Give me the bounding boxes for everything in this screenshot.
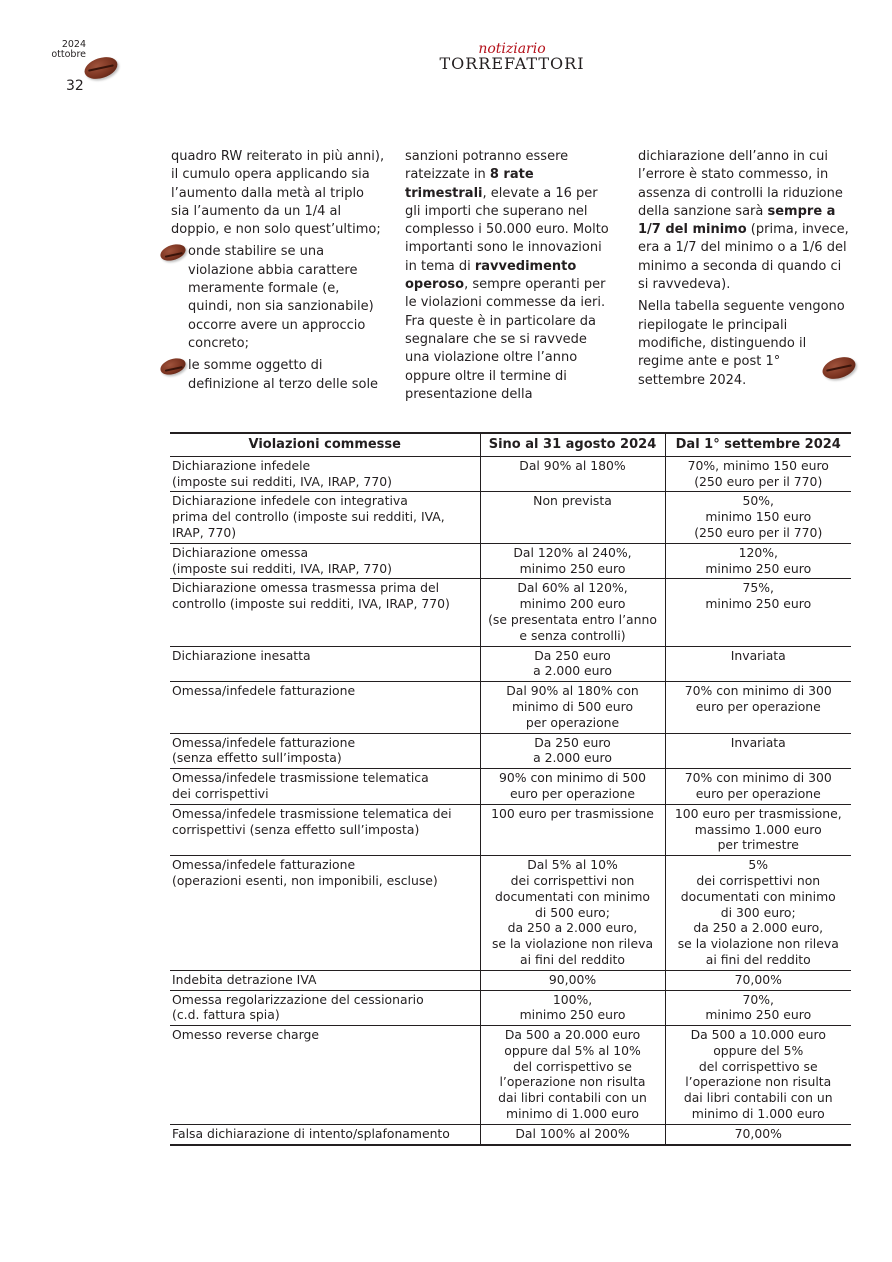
cell-line: minimo 250 euro: [519, 1007, 626, 1023]
cell-line: Da 250 euro: [534, 734, 611, 750]
cell-line: Da 250 euro: [534, 647, 611, 663]
cell-line: controllo (imposte sui redditi, IVA, IRAP, 770): [172, 596, 450, 612]
masthead-title: TORREFATTORI: [439, 54, 585, 73]
coffee-bean-icon: [82, 53, 121, 83]
paragraph: [638, 148, 850, 294]
violations-table: [170, 432, 851, 1146]
cell-line: oppure del 5%: [713, 1042, 804, 1058]
after-cell: [665, 856, 851, 971]
before-cell: [480, 733, 665, 769]
cell-line: minimo 250 euro: [705, 560, 812, 576]
paragraph: Nella tabella seguente vengono riepilogate le principali modifiche, distinguendo il regime ante e post 1° settembre 2024.: [638, 299, 845, 388]
cell-line: Dal 90% al 180% con: [506, 683, 639, 699]
cell-line: Falsa dichiarazione di intento/splafonamento: [172, 1125, 450, 1141]
cell-line: Dal 100% al 200%: [515, 1125, 630, 1141]
issue-date: [50, 40, 86, 60]
cell-line: minimo 250 euro: [705, 1007, 812, 1023]
table-row: [170, 543, 851, 579]
text-column-2: [405, 148, 615, 408]
cell-line: l’operazione non risulta: [499, 1074, 646, 1090]
after-cell: [665, 769, 851, 805]
violation-cell: [170, 733, 480, 769]
cell-line: e senza controlli): [519, 627, 626, 643]
cell-line: prima del controllo (imposte sui redditi, IVA,: [172, 509, 445, 525]
cell-line: Dal 90% al 180%: [519, 457, 626, 473]
violation-cell: [170, 682, 480, 733]
cell-line: Dichiarazione infedele: [172, 457, 311, 473]
table-body: [170, 456, 851, 1144]
cell-line: (250 euro per il 770): [694, 524, 823, 540]
cell-line: 90,00%: [548, 971, 597, 987]
table-row: [170, 682, 851, 733]
text-run: , sempre operanti per le violazioni commesse da ieri. Fra queste è in particolare da segnalare che se si ravvede una violazione oltre l’anno oppure oltre il termine di presentazione della: [405, 277, 606, 402]
table-row: [170, 804, 851, 855]
cell-line: Invariata: [730, 734, 786, 750]
before-cell: [480, 579, 665, 646]
paragraph: [405, 148, 615, 404]
before-cell: [480, 543, 665, 579]
text-run: , elevate a 16 per gli importi che superano nel complesso i 50.000 euro. Molto importanti sono le innovazioni in tema di: [405, 185, 609, 274]
cell-line: 5%: [748, 857, 769, 873]
text-run: sanzioni potranno essere rateizzate in: [405, 149, 569, 183]
table-row: [170, 646, 851, 682]
after-cell: [665, 733, 851, 769]
cell-line: dei corrispettivi non: [696, 872, 821, 888]
bullet-text: le somme oggetto di definizione al terzo delle sole: [188, 358, 379, 392]
before-cell: [480, 682, 665, 733]
cell-line: Dichiarazione inesatta: [172, 647, 311, 663]
cell-line: Omesso reverse charge: [172, 1027, 320, 1043]
violation-cell: [170, 769, 480, 805]
before-cell: [480, 856, 665, 971]
cell-line: Dal 120% al 240%,: [513, 544, 632, 560]
after-cell: [665, 543, 851, 579]
cell-line: ai fini del reddito: [705, 951, 811, 967]
cell-line: Omessa/infedele fatturazione: [172, 734, 356, 750]
cell-line: del corrispettivo se: [513, 1058, 632, 1074]
column-header: Dal 1° settembre 2024: [665, 433, 851, 456]
cell-line: dei corrispettivi non: [510, 872, 635, 888]
after-cell: [665, 646, 851, 682]
after-cell: [665, 1124, 851, 1144]
cell-line: a 2.000 euro: [533, 750, 612, 766]
table-header-row: [170, 433, 851, 456]
masthead-top: notiziario: [478, 41, 546, 57]
cell-line: da 250 a 2.000 euro,: [693, 920, 824, 936]
before-cell: [480, 804, 665, 855]
cell-line: 75%,: [742, 580, 774, 596]
cell-line: Dichiarazione omessa: [172, 544, 309, 560]
cell-line: da 250 a 2.000 euro,: [507, 920, 638, 936]
cell-line: (c.d. fattura spia): [172, 1007, 280, 1023]
violation-cell: [170, 543, 480, 579]
text-run: dichiarazione dell’anno in cui l’errore è stato commesso, in assenza di controlli la riduzione della sanzione sarà: [638, 149, 843, 219]
cell-line: dai libri contabili con un: [683, 1090, 833, 1106]
table-row: [170, 856, 851, 971]
cell-line: Dichiarazione infedele con integrativa: [172, 493, 408, 509]
bullet-item: [171, 357, 386, 394]
cell-line: a 2.000 euro: [533, 663, 612, 679]
cell-line: Dal 5% al 10%: [527, 857, 618, 873]
after-cell: [665, 492, 851, 543]
cell-line: euro per operazione: [695, 698, 821, 714]
cell-line: di 300 euro;: [720, 904, 796, 920]
table-row: [170, 769, 851, 805]
table-row: [170, 456, 851, 492]
cell-line: 100 euro per trasmissione,: [674, 805, 842, 821]
after-cell: [665, 804, 851, 855]
cell-line: Omessa/infedele trasmissione telematica dei: [172, 805, 452, 821]
violation-cell: [170, 990, 480, 1026]
table-row: [170, 1026, 851, 1125]
after-cell: [665, 579, 851, 646]
cell-line: 70%,: [742, 991, 774, 1007]
cell-line: 100 euro per trasmissione: [491, 805, 654, 821]
table-row: [170, 733, 851, 769]
before-cell: [480, 970, 665, 990]
cell-line: 70% con minimo di 300: [684, 683, 832, 699]
cell-line: 70%, minimo 150 euro: [687, 457, 829, 473]
page-number: 32: [66, 78, 84, 94]
cell-line: Dal 60% al 120%,: [517, 580, 628, 596]
cell-line: Invariata: [730, 647, 786, 663]
cell-line: Dichiarazione omessa trasmessa prima del: [172, 580, 440, 596]
masthead-logo: [436, 42, 588, 72]
cell-line: 70% con minimo di 300: [684, 770, 832, 786]
cell-line: minimo di 500 euro: [511, 698, 634, 714]
cell-line: Non prevista: [533, 493, 612, 509]
cell-line: (250 euro per il 770): [694, 473, 823, 489]
before-cell: [480, 769, 665, 805]
coffee-bean-bullet-icon: [158, 356, 187, 378]
after-cell: [665, 990, 851, 1026]
table-row: [170, 492, 851, 543]
violation-cell: [170, 492, 480, 543]
cell-line: dei corrispettivi: [172, 785, 269, 801]
cell-line: minimo 250 euro: [519, 560, 626, 576]
table-row: [170, 970, 851, 990]
bullet-item: [171, 243, 386, 353]
violation-cell: [170, 646, 480, 682]
coffee-bean-bullet-icon: [158, 242, 187, 264]
violation-cell: [170, 1124, 480, 1144]
bold-run: 8 rate trimestrali: [405, 167, 534, 201]
cell-line: minimo 150 euro: [705, 509, 812, 525]
cell-line: Omessa/infedele trasmissione telematica: [172, 770, 429, 786]
bullet-text: onde stabilire se una violazione abbia carattere meramente formale (e, quindi, non sia sanzionabile) occorre avere un approccio concreto;: [188, 244, 374, 351]
after-cell: [665, 682, 851, 733]
violation-cell: [170, 1026, 480, 1125]
cell-line: documentati con minimo: [680, 888, 836, 904]
before-cell: [480, 990, 665, 1026]
cell-line: 70,00%: [734, 971, 782, 987]
text-column-1: [171, 148, 386, 398]
cell-line: euro per operazione: [509, 785, 636, 801]
cell-line: minimo di 1.000 euro: [506, 1106, 639, 1122]
after-cell: [665, 1026, 851, 1125]
cell-line: IRAP, 770): [172, 524, 237, 540]
cell-line: minimo 200 euro: [519, 596, 626, 612]
cell-line: ai fini del reddito: [520, 951, 625, 967]
column-header: Sino al 31 agosto 2024: [480, 433, 665, 456]
text-column-3: [638, 148, 850, 394]
bold-run: sempre a 1/7 del minimo: [638, 203, 836, 238]
before-cell: [480, 492, 665, 543]
column-header: Violazioni commesse: [170, 433, 480, 456]
cell-line: 120%,: [738, 544, 778, 560]
cell-line: (imposte sui redditi, IVA, IRAP, 770): [172, 473, 392, 489]
after-cell: [665, 456, 851, 492]
cell-line: massimo 1.000 euro: [694, 821, 822, 837]
cell-line: Da 500 a 20.000 euro: [504, 1027, 641, 1043]
cell-line: se la violazione non rileva: [491, 936, 654, 952]
violation-cell: [170, 579, 480, 646]
before-cell: [480, 1124, 665, 1144]
cell-line: dai libri contabili con un: [498, 1090, 647, 1106]
cell-line: per trimestre: [717, 837, 799, 853]
cell-line: minimo di 1.000 euro: [691, 1106, 825, 1122]
cell-line: Da 500 a 10.000 euro: [690, 1027, 826, 1043]
violation-cell: [170, 804, 480, 855]
cell-line: (imposte sui redditi, IVA, IRAP, 770): [172, 560, 392, 576]
table-row: [170, 990, 851, 1026]
cell-line: l’operazione non risulta: [685, 1074, 832, 1090]
violation-cell: [170, 970, 480, 990]
violation-cell: [170, 856, 480, 971]
cell-line: Omessa/infedele fatturazione: [172, 857, 356, 873]
issue-year: 2024: [61, 39, 86, 50]
cell-line: minimo 250 euro: [705, 596, 812, 612]
table-row: [170, 1124, 851, 1144]
cell-line: Omessa regolarizzazione del cessionario: [172, 991, 424, 1007]
before-cell: [480, 456, 665, 492]
cell-line: se la violazione non rileva: [677, 936, 839, 952]
before-cell: [480, 1026, 665, 1125]
cell-line: (operazioni esenti, non imponibili, escluse): [172, 872, 438, 888]
cell-line: oppure dal 5% al 10%: [504, 1042, 641, 1058]
before-cell: [480, 646, 665, 682]
cell-line: (senza effetto sull’imposta): [172, 750, 342, 766]
cell-line: di 500 euro;: [535, 904, 610, 920]
cell-line: 70,00%: [734, 1125, 782, 1141]
table-row: [170, 579, 851, 646]
text-run: (prima, invece, era a 1/7 del minimo o a 1/6 del minimo a seconda di quando ci si ravvedeva).: [638, 222, 849, 293]
cell-line: per operazione: [525, 714, 620, 730]
cell-line: euro per operazione: [695, 785, 821, 801]
after-cell: [665, 970, 851, 990]
cell-line: del corrispettivo se: [698, 1058, 818, 1074]
cell-line: Indebita detrazione IVA: [172, 971, 317, 987]
paragraph: quadro RW reiterato in più anni), il cumulo opera applicando sia l’aumento dalla metà al triplo sia l’aumento da un 1/4 al doppio, e non solo quest’ultimo;: [171, 149, 385, 238]
cell-line: 50%,: [742, 493, 774, 509]
bold-run: ravvedimento operoso: [405, 258, 577, 293]
cell-line: 90% con minimo di 500: [499, 770, 646, 786]
issue-month: ottobre: [51, 49, 86, 60]
violation-cell: [170, 456, 480, 492]
cell-line: documentati con minimo: [495, 888, 650, 904]
cell-line: (se presentata entro l’anno: [488, 611, 657, 627]
cell-line: 100%,: [552, 991, 593, 1007]
cell-line: corrispettivi (senza effetto sull’imposta): [172, 821, 420, 837]
cell-line: Omessa/infedele fatturazione: [172, 683, 356, 699]
